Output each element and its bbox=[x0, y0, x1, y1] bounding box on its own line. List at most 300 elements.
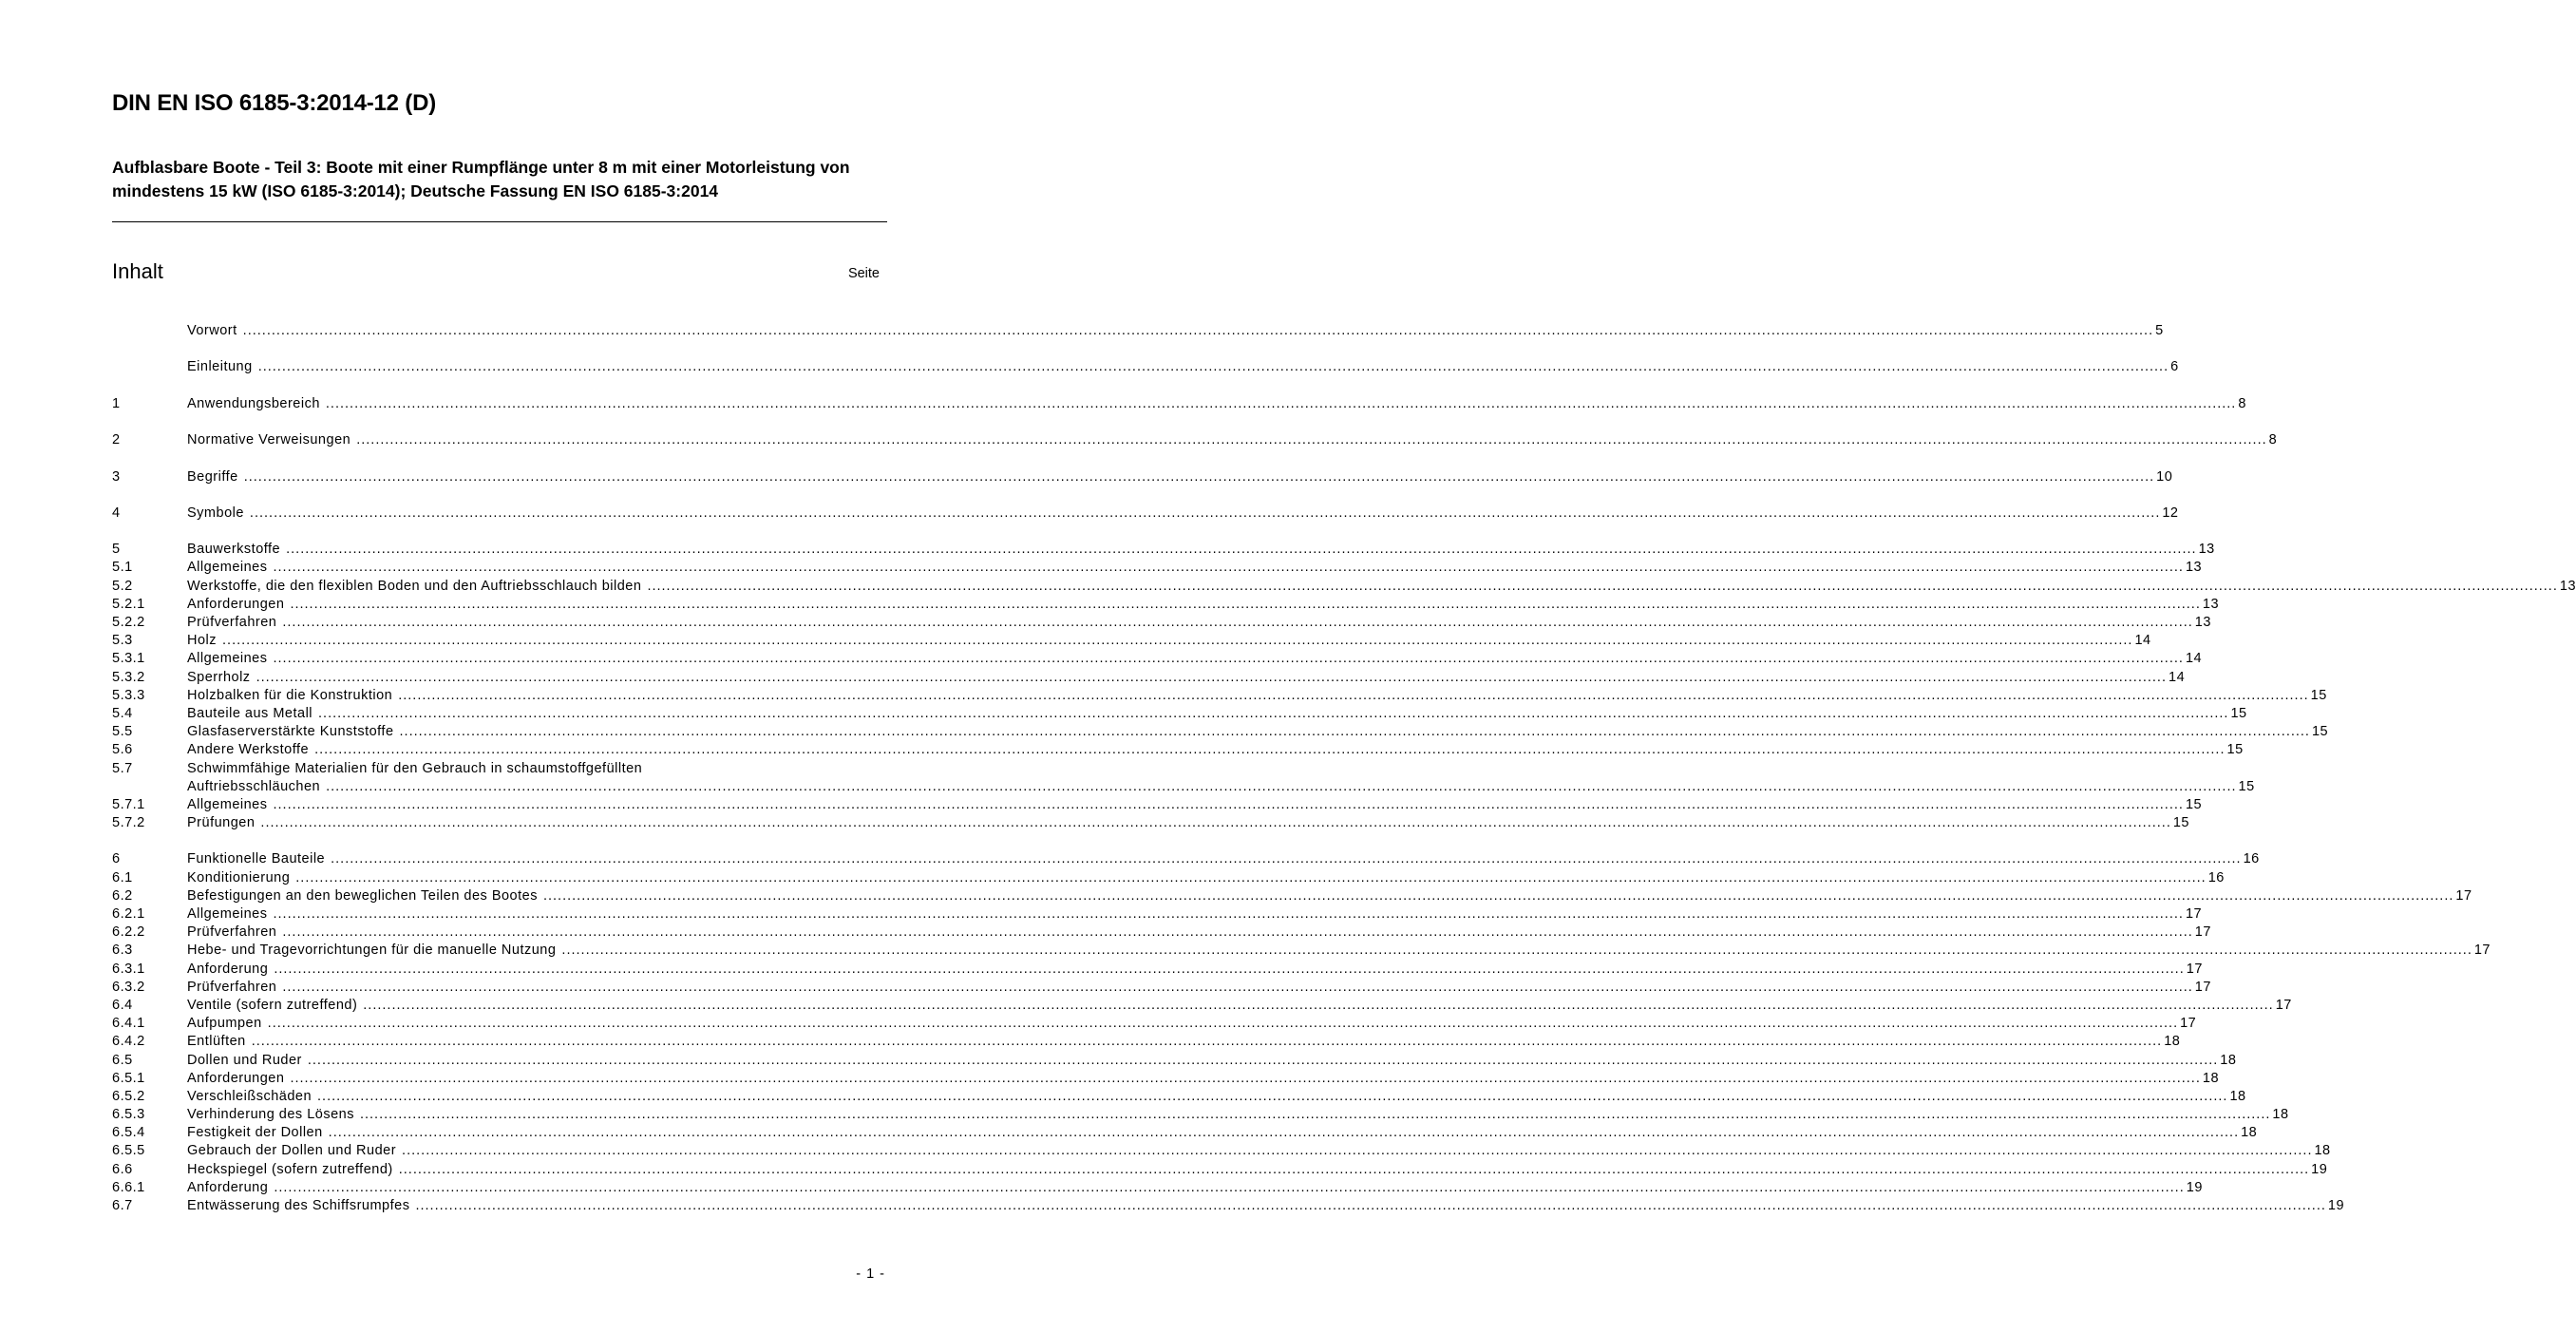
toc-entry-label: Gebrauch der Dollen und Ruder bbox=[187, 1143, 397, 1159]
toc-entry-text bbox=[187, 322, 2164, 340]
toc-entry-line bbox=[187, 1124, 2258, 1142]
toc-entry[interactable] bbox=[112, 942, 2491, 960]
toc-entry[interactable] bbox=[112, 1033, 2181, 1051]
toc-entry-text bbox=[187, 596, 2220, 614]
toc-entry-text bbox=[187, 814, 2189, 832]
toc-entry-page: 13 bbox=[2194, 615, 2211, 630]
toc-entry[interactable] bbox=[112, 814, 2189, 832]
toc-entry-text bbox=[187, 1161, 2328, 1179]
toc-entry[interactable] bbox=[112, 650, 2203, 668]
toc-entry[interactable] bbox=[112, 760, 2255, 796]
toc-entry-label: Allgemeines bbox=[187, 651, 268, 667]
toc-entry[interactable] bbox=[112, 869, 2225, 887]
toc-entry-line bbox=[187, 961, 2203, 979]
toc-leader-dots: ................................................................................................................................................................................................................................................................................................................................................................................................................ bbox=[307, 1052, 2219, 1068]
toc-entry-text bbox=[187, 431, 2278, 449]
toc-entry-number: 5.3.1 bbox=[112, 651, 145, 667]
toc-group-spacer bbox=[112, 413, 878, 431]
toc-leader-dots: ................................................................................................................................................................................................................................................................................................................................................................................................................ bbox=[317, 1088, 2228, 1104]
toc-entry-line bbox=[187, 395, 2246, 413]
toc-entry-line bbox=[187, 741, 2244, 759]
toc-group-spacer bbox=[112, 832, 878, 850]
toc-entry[interactable] bbox=[112, 741, 2244, 759]
toc-entry-label: Andere Werkstoffe bbox=[187, 742, 310, 758]
toc-entry[interactable] bbox=[112, 1124, 2258, 1142]
toc-entry-page: 16 bbox=[2243, 851, 2260, 867]
toc-entry-page: 14 bbox=[2169, 669, 2186, 685]
toc-entry-line bbox=[187, 997, 2292, 1015]
toc-entry-text bbox=[187, 395, 2246, 413]
toc-entry-line bbox=[187, 705, 2247, 723]
toc-leader-dots: ................................................................................................................................................................................................................................................................................................................................................................................................................ bbox=[290, 1070, 2201, 1086]
toc-entry-text bbox=[187, 1142, 2331, 1160]
toc-leader-dots: ................................................................................................................................................................................................................................................................................................................................................................................................................ bbox=[647, 578, 2558, 594]
toc-leader-dots: ................................................................................................................................................................................................................................................................................................................................................................................................................ bbox=[274, 1179, 2185, 1195]
toc-entry-number: 5.5 bbox=[112, 724, 133, 740]
toc-entry-line bbox=[187, 322, 2164, 340]
toc-leader-dots: ................................................................................................................................................................................................................................................................................................................................................................................................................ bbox=[359, 1107, 2271, 1123]
toc-group-spacer bbox=[112, 486, 878, 505]
page-number: - 1 - bbox=[856, 1266, 885, 1282]
toc-entry-text bbox=[187, 741, 2244, 759]
toc-entry[interactable] bbox=[112, 924, 2211, 942]
toc-entry-page: 15 bbox=[2311, 724, 2329, 740]
toc-entry-text bbox=[187, 1070, 2220, 1088]
toc-entry-label: Symbole bbox=[187, 505, 244, 521]
toc-entry-number: 6.2.1 bbox=[112, 906, 145, 922]
toc-leader-dots: ................................................................................................................................................................................................................................................................................................................................................................................................................ bbox=[561, 943, 2472, 959]
toc-entry-line bbox=[187, 1106, 2289, 1124]
toc-entry-line bbox=[187, 1070, 2220, 1088]
toc-group-spacer bbox=[112, 340, 878, 358]
toc-entry-label: Prüfverfahren bbox=[187, 615, 277, 630]
toc-entry-label: Hebe- und Tragevorrichtungen für die manuelle Nutzung bbox=[187, 943, 557, 959]
toc-entry-text bbox=[187, 997, 2292, 1015]
toc-entry-number: 6.1 bbox=[112, 869, 133, 885]
toc-entry-page: 13 bbox=[2202, 596, 2220, 612]
toc-entry-number: 5.2.1 bbox=[112, 596, 145, 612]
toc-entry-page: 6 bbox=[2170, 359, 2179, 375]
toc-entry-page: 17 bbox=[2275, 997, 2292, 1013]
toc-entry[interactable] bbox=[112, 997, 2292, 1015]
toc-group-spacer bbox=[112, 449, 878, 467]
toc-entry[interactable] bbox=[112, 541, 2215, 559]
toc-entry-number: 6.6.1 bbox=[112, 1179, 145, 1195]
document-id: DIN EN ISO 6185-3:2014-12 (D) bbox=[112, 90, 437, 116]
toc-entry-label: Anforderungen bbox=[187, 1070, 285, 1086]
toc-entry-line bbox=[187, 669, 2186, 687]
toc-entry-page: 18 bbox=[2202, 1070, 2220, 1086]
toc-entry[interactable] bbox=[112, 468, 2173, 486]
toc-entry-line bbox=[187, 614, 2211, 632]
toc-entry[interactable] bbox=[112, 505, 2179, 523]
toc-entry-text bbox=[187, 887, 2472, 905]
toc-entry[interactable] bbox=[112, 979, 2211, 997]
toc-leader-dots: ................................................................................................................................................................................................................................................................................................................................................................................................................ bbox=[326, 778, 2237, 794]
toc-entry-line bbox=[187, 431, 2278, 449]
toc-entry-line bbox=[187, 796, 2203, 814]
toc-entry-number: 6.5.4 bbox=[112, 1125, 145, 1141]
toc-leader-dots: ................................................................................................................................................................................................................................................................................................................................................................................................................ bbox=[402, 1143, 2313, 1159]
toc-entry-line bbox=[187, 1179, 2203, 1197]
toc-entry[interactable] bbox=[112, 687, 2327, 705]
toc-entry-line bbox=[187, 1197, 2345, 1215]
toc-entry-text bbox=[187, 705, 2247, 723]
toc-entry-line bbox=[187, 887, 2472, 905]
toc-entry-label: Heckspiegel (sofern zutreffend) bbox=[187, 1161, 393, 1177]
toc-entry-line bbox=[187, 596, 2220, 614]
toc-entry-page: 15 bbox=[2172, 815, 2189, 831]
toc-entry[interactable] bbox=[112, 1161, 2328, 1179]
toc-entry[interactable] bbox=[112, 669, 2186, 687]
toc-entry-page: 19 bbox=[2186, 1179, 2203, 1195]
toc-entry-number: 2 bbox=[112, 432, 121, 448]
toc-entry-label: Werkstoffe, die den flexiblen Boden und den Auftriebsschlauch bilden bbox=[187, 578, 642, 594]
toc-entry-line bbox=[187, 650, 2203, 668]
toc-entry-page: 8 bbox=[2238, 395, 2246, 411]
toc-entry-label: Holzbalken für die Konstruktion bbox=[187, 687, 393, 703]
toc-entry-label: Auftriebsschläuchen bbox=[187, 778, 321, 794]
toc-entry-text bbox=[187, 1052, 2237, 1070]
toc-entry-text bbox=[187, 979, 2211, 997]
toc-entry-page: 17 bbox=[2185, 906, 2203, 922]
toc-entry-label: Konditionierung bbox=[187, 869, 291, 885]
toc-entry[interactable] bbox=[112, 578, 2576, 596]
toc-leader-dots: ................................................................................................................................................................................................................................................................................................................................................................................................................ bbox=[282, 979, 2193, 995]
toc-entry-line bbox=[187, 632, 2151, 650]
toc-entry[interactable] bbox=[112, 796, 2203, 814]
toc-entry-label: Funktionelle Bauteile bbox=[187, 851, 326, 867]
toc-entry-number: 5.7 bbox=[112, 760, 133, 776]
toc-group-spacer bbox=[112, 523, 878, 541]
toc-entry-number: 5.3.2 bbox=[112, 669, 145, 685]
toc-entry-text bbox=[187, 687, 2327, 705]
toc-entry-label: Entlüften bbox=[187, 1034, 246, 1050]
toc-entry-text bbox=[187, 559, 2203, 577]
toc-entry-label: Begriffe bbox=[187, 468, 238, 485]
toc-leader-dots: ................................................................................................................................................................................................................................................................................................................................................................................................................ bbox=[282, 924, 2193, 941]
toc-entry-label: Glasfaserverstärkte Kunststoffe bbox=[187, 724, 394, 740]
toc-leader-dots: ................................................................................................................................................................................................................................................................................................................................................................................................................ bbox=[242, 323, 2154, 338]
toc-entry-number: 6.5.2 bbox=[112, 1088, 145, 1104]
toc-entry-line bbox=[187, 814, 2189, 832]
toc-entry-text bbox=[187, 650, 2203, 668]
toc-leader-dots: ................................................................................................................................................................................................................................................................................................................................................................................................................ bbox=[328, 1125, 2240, 1141]
document-title: Aufblasbare Boote - Teil 3: Boote mit einer Rumpflänge unter 8 m mit einer Motorleistung von mindestens 15 kW (ISO 6185-3:2014); Deutsche Fassung EN ISO 6185-3:2014 bbox=[112, 158, 850, 200]
toc-entry-number: 1 bbox=[112, 395, 121, 411]
toc-entry-label: Prüfungen bbox=[187, 815, 256, 831]
toc-entry-text bbox=[187, 1197, 2345, 1215]
toc-entry-label: Bauteile aus Metall bbox=[187, 705, 313, 721]
toc-leader-dots: ................................................................................................................................................................................................................................................................................................................................................................................................................ bbox=[243, 468, 2155, 485]
toc-leader-dots: ................................................................................................................................................................................................................................................................................................................................................................................................................ bbox=[415, 1198, 2326, 1213]
toc-entry-page: 16 bbox=[2207, 869, 2225, 885]
toc-entry-page: 15 bbox=[2238, 778, 2255, 794]
toc-entry-label: Entwässerung des Schiffsrumpfes bbox=[187, 1198, 410, 1213]
toc-entry[interactable] bbox=[112, 559, 2203, 577]
toc-entry-line bbox=[187, 1161, 2328, 1179]
toc-leader-dots: ................................................................................................................................................................................................................................................................................................................................................................................................................ bbox=[318, 705, 2229, 721]
toc-entry-line bbox=[187, 942, 2491, 960]
toc-entry-number: 5.3 bbox=[112, 633, 133, 649]
toc-entry-page: 19 bbox=[2311, 1161, 2328, 1177]
toc-group-spacer bbox=[112, 377, 878, 395]
toc-entry-page: 8 bbox=[2268, 432, 2278, 448]
toc-entry-page: 18 bbox=[2220, 1052, 2237, 1068]
toc-leader-dots: ................................................................................................................................................................................................................................................................................................................................................................................................................ bbox=[273, 560, 2184, 576]
toc-entry-line bbox=[187, 559, 2203, 577]
toc-entry-label: Vorwort bbox=[187, 323, 237, 338]
toc-entry-label: Bauwerkstoffe bbox=[187, 542, 281, 558]
toc-entry[interactable] bbox=[112, 632, 2151, 650]
title-divider bbox=[112, 221, 887, 222]
toc-entry-page: 19 bbox=[2327, 1198, 2345, 1213]
toc-entry[interactable] bbox=[112, 1142, 2331, 1160]
toc-entry-text bbox=[187, 669, 2186, 687]
toc-entry-page: 13 bbox=[2198, 542, 2215, 558]
toc-entry-line bbox=[187, 468, 2173, 486]
toc-leader-dots: ................................................................................................................................................................................................................................................................................................................................................................................................................ bbox=[267, 1016, 2179, 1032]
toc-entry-label: Schwimmfähige Materialien für den Gebrauch in schaumstoffgefüllten bbox=[187, 760, 643, 776]
toc-entry[interactable] bbox=[112, 723, 2329, 741]
toc-entry-label: Verhinderung des Lösens bbox=[187, 1107, 354, 1123]
toc-leader-dots: ................................................................................................................................................................................................................................................................................................................................................................................................................ bbox=[256, 669, 2167, 685]
toc-leader-dots: ................................................................................................................................................................................................................................................................................................................................................................................................................ bbox=[257, 359, 2169, 375]
toc-entry[interactable] bbox=[112, 1106, 2289, 1124]
toc-entry-line bbox=[187, 1088, 2246, 1106]
toc-entry-number: 6.3.2 bbox=[112, 979, 145, 995]
toc-entry-page: 17 bbox=[2473, 943, 2491, 959]
toc-entry[interactable] bbox=[112, 905, 2203, 924]
toc-entry-page: 15 bbox=[2310, 687, 2327, 703]
toc-entry-text bbox=[187, 1015, 2197, 1033]
toc-entry-number: 5.3.3 bbox=[112, 687, 145, 703]
toc-entry-label: Verschleißschäden bbox=[187, 1088, 313, 1104]
toc-entry[interactable] bbox=[112, 395, 2246, 413]
toc-entry-page: 17 bbox=[2194, 924, 2211, 941]
toc-entry-number: 6.2 bbox=[112, 887, 133, 904]
toc-entry-line bbox=[187, 905, 2203, 924]
toc-entry-text bbox=[187, 869, 2225, 887]
toc-leader-dots: ................................................................................................................................................................................................................................................................................................................................................................................................................ bbox=[222, 633, 2133, 649]
toc-entry-line bbox=[187, 687, 2327, 705]
toc-entry-page: 17 bbox=[2194, 979, 2211, 995]
toc-entry-page: 13 bbox=[2559, 578, 2576, 594]
toc-leader-dots: ................................................................................................................................................................................................................................................................................................................................................................................................................ bbox=[249, 505, 2161, 521]
toc-entry-number: 6.4 bbox=[112, 997, 133, 1013]
toc-leader-dots: ................................................................................................................................................................................................................................................................................................................................................................................................................ bbox=[251, 1034, 2163, 1050]
toc-entry-text bbox=[187, 942, 2491, 960]
toc-entry-page: 17 bbox=[2455, 887, 2472, 904]
toc-entry-label: Einleitung bbox=[187, 359, 253, 375]
toc-leader-dots: ................................................................................................................................................................................................................................................................................................................................................................................................................ bbox=[273, 906, 2184, 922]
toc-entry-label: Sperrholz bbox=[187, 669, 251, 685]
toc-entry-page: 18 bbox=[2229, 1088, 2246, 1104]
toc-entry-page: 15 bbox=[2230, 705, 2247, 721]
toc-entry-number: 6.2.2 bbox=[112, 924, 145, 941]
toc-entry-number: 6.5.3 bbox=[112, 1107, 145, 1123]
toc-entry-text bbox=[187, 358, 2179, 376]
toc-entry-page: 18 bbox=[2314, 1143, 2331, 1159]
toc-entry[interactable] bbox=[112, 1179, 2203, 1197]
toc-entry-label: Prüfverfahren bbox=[187, 979, 277, 995]
toc-entry-text bbox=[187, 924, 2211, 942]
toc-entry-number: 5.1 bbox=[112, 560, 133, 576]
toc-entry-number: 6.3.1 bbox=[112, 961, 145, 977]
toc-entry-page: 15 bbox=[2185, 796, 2203, 812]
toc-leader-dots: ................................................................................................................................................................................................................................................................................................................................................................................................................ bbox=[331, 851, 2242, 867]
toc-leader-dots: ................................................................................................................................................................................................................................................................................................................................................................................................................ bbox=[398, 687, 2309, 703]
toc-entry-label: Festigkeit der Dollen bbox=[187, 1125, 323, 1141]
toc-entry-line bbox=[187, 1033, 2181, 1051]
toc-entry-text bbox=[187, 1124, 2258, 1142]
toc-leader-dots: ................................................................................................................................................................................................................................................................................................................................................................................................................ bbox=[274, 961, 2185, 977]
toc-entry-number: 6.5.1 bbox=[112, 1070, 145, 1086]
toc-page-label: Seite bbox=[847, 266, 880, 281]
toc-entry-number: 5.6 bbox=[112, 742, 133, 758]
toc-entry-line bbox=[187, 723, 2329, 741]
toc-entry-number: 5.2.2 bbox=[112, 615, 145, 630]
toc-leader-dots: ................................................................................................................................................................................................................................................................................................................................................................................................................ bbox=[273, 796, 2184, 812]
toc-entry-text bbox=[187, 961, 2203, 979]
toc-leader-dots: ................................................................................................................................................................................................................................................................................................................................................................................................................ bbox=[399, 724, 2310, 740]
toc-entry-page: 5 bbox=[2155, 323, 2164, 338]
toc-entry-page: 14 bbox=[2185, 651, 2203, 667]
toc-entry-line bbox=[187, 924, 2211, 942]
toc-entry[interactable] bbox=[112, 1015, 2197, 1033]
toc-entry-label: Aufpumpen bbox=[187, 1016, 262, 1032]
toc-entry-number: 3 bbox=[112, 468, 121, 485]
toc-entry-label: Anforderungen bbox=[187, 596, 285, 612]
toc-leader-dots: ................................................................................................................................................................................................................................................................................................................................................................................................................ bbox=[542, 887, 2454, 904]
table-of-contents bbox=[112, 322, 2576, 1215]
toc-entry[interactable] bbox=[112, 961, 2203, 979]
toc-leader-dots: ................................................................................................................................................................................................................................................................................................................................................................................................................ bbox=[325, 395, 2237, 411]
toc-leader-dots: ................................................................................................................................................................................................................................................................................................................................................................................................................ bbox=[290, 596, 2201, 612]
toc-entry-text bbox=[187, 760, 2255, 796]
toc-entry-text bbox=[187, 796, 2203, 814]
toc-entry[interactable] bbox=[112, 705, 2247, 723]
toc-entry-page: 12 bbox=[2162, 505, 2179, 521]
toc-leader-dots: ................................................................................................................................................................................................................................................................................................................................................................................................................ bbox=[282, 615, 2193, 630]
toc-entry-text bbox=[187, 1106, 2289, 1124]
toc-entry-number: 5.7.1 bbox=[112, 796, 145, 812]
toc-entry[interactable] bbox=[112, 1088, 2246, 1106]
toc-entry-line bbox=[187, 979, 2211, 997]
toc-entry-page: 18 bbox=[2272, 1107, 2289, 1123]
toc-entry[interactable] bbox=[112, 850, 2260, 868]
toc-entry-number: 6.4.2 bbox=[112, 1034, 145, 1050]
toc-entry-text bbox=[187, 1033, 2181, 1051]
toc-header bbox=[112, 259, 881, 288]
toc-entry-label: Ventile (sofern zutreffend) bbox=[187, 997, 358, 1013]
toc-entry[interactable] bbox=[112, 1197, 2345, 1215]
toc-entry-page: 14 bbox=[2134, 633, 2151, 649]
toc-leader-dots: ................................................................................................................................................................................................................................................................................................................................................................................................................ bbox=[356, 432, 2267, 448]
toc-leader-dots: ................................................................................................................................................................................................................................................................................................................................................................................................................ bbox=[273, 651, 2184, 667]
toc-entry-line bbox=[187, 1052, 2237, 1070]
toc-entry-line bbox=[187, 1142, 2331, 1160]
toc-entry-text bbox=[187, 723, 2329, 741]
toc-leader-dots: ................................................................................................................................................................................................................................................................................................................................................................................................................ bbox=[260, 815, 2171, 831]
toc-entry-number: 5.7.2 bbox=[112, 815, 145, 831]
toc-entry-label: Befestigungen an den beweglichen Teilen des Bootes bbox=[187, 887, 538, 904]
toc-entry-text bbox=[187, 578, 2576, 596]
toc-entry-page: 10 bbox=[2156, 468, 2173, 485]
toc-entry-line bbox=[187, 1015, 2197, 1033]
toc-entry-label: Prüfverfahren bbox=[187, 924, 277, 941]
toc-entry-number: 6.5.5 bbox=[112, 1143, 145, 1159]
toc-entry-text bbox=[187, 905, 2203, 924]
toc-heading: Inhalt bbox=[112, 259, 163, 283]
toc-entry-number: 4 bbox=[112, 505, 121, 521]
toc-entry-text bbox=[187, 850, 2260, 868]
toc-entry-line bbox=[187, 505, 2179, 523]
toc-entry-label: Anwendungsbereich bbox=[187, 395, 320, 411]
toc-leader-dots: ................................................................................................................................................................................................................................................................................................................................................................................................................ bbox=[363, 997, 2274, 1013]
toc-entry[interactable] bbox=[112, 1070, 2220, 1088]
toc-entry-text bbox=[187, 1179, 2203, 1197]
toc-entry-line bbox=[187, 578, 2576, 596]
toc-entry-text bbox=[187, 632, 2151, 650]
toc-entry-line bbox=[187, 869, 2225, 887]
toc-entry-text bbox=[187, 541, 2215, 559]
toc-entry-number: 6.5 bbox=[112, 1052, 133, 1068]
toc-entry-page: 17 bbox=[2180, 1016, 2197, 1032]
toc-entry-text bbox=[187, 505, 2179, 523]
toc-entry-number: 6 bbox=[112, 851, 121, 867]
toc-entry[interactable] bbox=[112, 358, 2179, 376]
toc-entry[interactable] bbox=[112, 1052, 2237, 1070]
toc-entry[interactable] bbox=[112, 431, 2278, 449]
toc-entry-text bbox=[187, 468, 2173, 486]
toc-entry-number: 5.2 bbox=[112, 578, 133, 594]
toc-entry-label: Allgemeines bbox=[187, 560, 268, 576]
toc-entry[interactable] bbox=[112, 322, 2164, 340]
toc-entry[interactable] bbox=[112, 887, 2472, 905]
toc-entry-text bbox=[187, 1088, 2246, 1106]
toc-entry-number: 5.4 bbox=[112, 705, 133, 721]
toc-entry-label: Allgemeines bbox=[187, 796, 268, 812]
toc-leader-dots: ................................................................................................................................................................................................................................................................................................................................................................................................................ bbox=[398, 1161, 2310, 1177]
toc-entry-page: 17 bbox=[2186, 961, 2203, 977]
toc-entry-number: 5 bbox=[112, 542, 121, 558]
toc-entry-line bbox=[187, 541, 2215, 559]
toc-entry-label: Holz bbox=[187, 633, 218, 649]
toc-entry[interactable] bbox=[112, 614, 2211, 632]
toc-leader-dots: ................................................................................................................................................................................................................................................................................................................................................................................................................ bbox=[314, 742, 2226, 758]
toc-entry-page: 18 bbox=[2164, 1034, 2181, 1050]
toc-leader-dots: ................................................................................................................................................................................................................................................................................................................................................................................................................ bbox=[286, 542, 2197, 558]
toc-entry-label: Dollen und Ruder bbox=[187, 1052, 302, 1068]
toc-entry[interactable] bbox=[112, 596, 2220, 614]
toc-entry-label: Anforderung bbox=[187, 1179, 269, 1195]
toc-entry-number: 6.3 bbox=[112, 943, 133, 959]
toc-entry-page: 18 bbox=[2241, 1125, 2258, 1141]
toc-entry-line bbox=[187, 778, 2255, 796]
toc-entry-text bbox=[187, 614, 2211, 632]
toc-leader-dots: ................................................................................................................................................................................................................................................................................................................................................................................................................ bbox=[295, 869, 2207, 885]
toc-entry-number: 6.7 bbox=[112, 1198, 133, 1213]
toc-entry-label: Normative Verweisungen bbox=[187, 432, 351, 448]
toc-entry-number: 6.4.1 bbox=[112, 1016, 145, 1032]
toc-entry-page: 13 bbox=[2185, 560, 2203, 576]
toc-entry-page: 15 bbox=[2226, 742, 2244, 758]
toc-entry-label: Anforderung bbox=[187, 961, 269, 977]
toc-entry-line bbox=[187, 358, 2179, 376]
toc-entry-number: 6.6 bbox=[112, 1161, 133, 1177]
toc-entry-label: Allgemeines bbox=[187, 906, 268, 922]
